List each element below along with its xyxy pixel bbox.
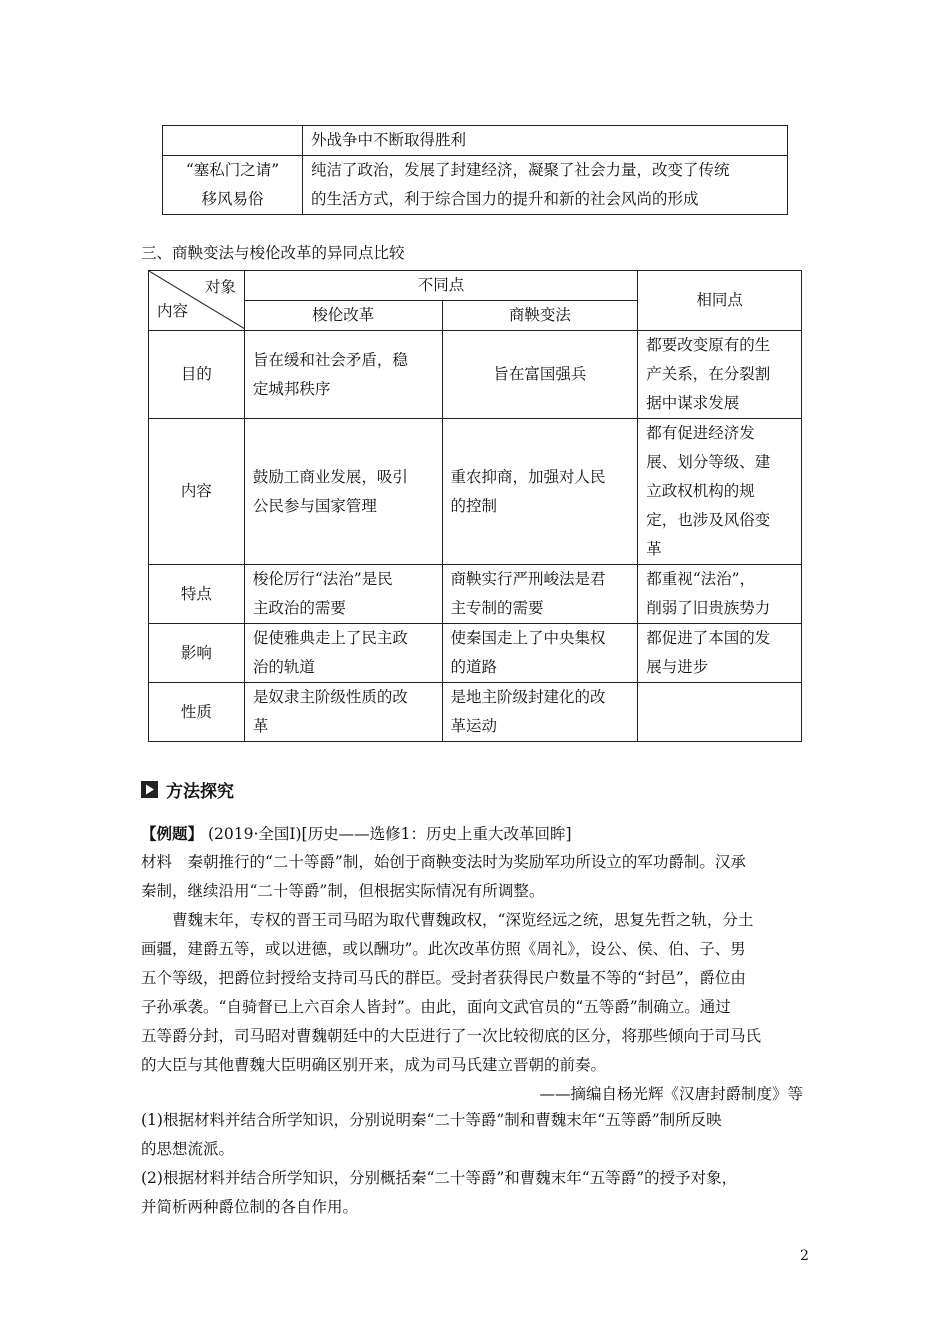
question-1	[141, 1106, 811, 1164]
cont-row1-col1	[163, 126, 303, 156]
solon-cell-line: 主政治的需要	[252, 599, 346, 617]
comparison-table	[148, 270, 802, 742]
comparison-row	[149, 683, 802, 742]
similarity-cell-line: 都重视“法治”，	[646, 570, 756, 588]
solon-cell-line: 鼓励工商业发展，吸引	[252, 467, 408, 486]
question-1-line: 的思想流派。	[141, 1140, 235, 1158]
solon-cell	[244, 419, 442, 565]
cont-row2-col1	[163, 156, 303, 215]
shang-yang-cell-line: 使秦国走上了中央集权	[450, 629, 606, 647]
similarity-cell-line: 产关系，在分裂割	[646, 365, 771, 383]
similarity-cell	[638, 624, 802, 683]
material-line: 画疆，建爵五等，或以进德，或以酬功”。此次改革仿照《周礼》，设公、侯、伯、子、男	[141, 940, 746, 958]
method-section-label: 方法探究	[166, 782, 234, 802]
solon-cell-line: 治的轨道	[252, 658, 315, 676]
material-text	[141, 848, 811, 1080]
solon-cell-line: 公民参与国家管理	[252, 496, 377, 515]
corner-label-content: 内容	[157, 302, 189, 320]
comparison-row	[149, 419, 802, 565]
material-line: 的大臣与其他曹魏大臣明确区别开来，成为司马氏建立晋朝的前奏。	[141, 1056, 607, 1074]
material-line: 五个等级，把爵位封授给支持司马氏的群臣。受封者获得民户数量不等的“封邑”，爵位由	[141, 969, 746, 987]
row-label: 影响	[149, 624, 245, 683]
row-label: 特点	[149, 565, 245, 624]
shang-yang-cell	[442, 331, 638, 419]
cont-row2-col1-line2: 移风易俗	[201, 190, 264, 208]
material-line: 材料 秦朝推行的“二十等爵”制，始创于商鞅变法时为奖励军功所设立的军功爵制。汉承	[141, 853, 746, 871]
similarity-cell-line: 都要改变原有的生	[646, 336, 771, 354]
cont-row2-col1-line1: “塞私门之请”	[185, 161, 280, 179]
similarity-cell	[638, 683, 802, 742]
header-shang-yang-reform: 商鞅变法	[442, 301, 638, 331]
similarity-cell-line: 都促进了本国的发	[646, 629, 771, 647]
solon-cell	[244, 331, 442, 419]
cont-row2-col2-line1: 纯洁了政治，发展了封建经济，凝聚了社会力量，改变了传统	[311, 161, 730, 179]
material-line: 秦制，继续沿用“二十等爵”制，但根据实际情况有所调整。	[141, 882, 545, 900]
shang-yang-cell-line: 的道路	[450, 658, 498, 676]
shang-yang-cell-line: 是地主阶级封建化的改	[450, 688, 606, 706]
play-triangle-icon	[141, 781, 158, 798]
similarity-cell	[638, 331, 802, 419]
comparison-row	[149, 331, 802, 419]
similarity-cell-line: 革	[646, 540, 662, 558]
row-label: 性质	[149, 683, 245, 742]
similarity-cell-line: 定，也涉及风俗变	[646, 511, 771, 529]
similarity-cell-line: 都有促进经济发	[646, 424, 755, 442]
shang-yang-cell-line: 商鞅实行严刑峻法是君	[450, 570, 606, 588]
shang-yang-cell	[442, 624, 638, 683]
shang-yang-cell-line: 的控制	[450, 496, 498, 515]
question-2	[141, 1164, 811, 1222]
shang-yang-cell-line: 旨在富国强兵	[493, 365, 587, 383]
shang-yang-cell	[442, 683, 638, 742]
similarity-cell-line: 立政权机构的规	[646, 482, 755, 500]
question-1-line: (1)根据材料并结合所学知识，分别说明秦“二十等爵”制和曹魏末年“五等爵”制所反映	[141, 1111, 722, 1129]
question-2-line: 并简析两种爵位制的各自作用。	[141, 1198, 359, 1216]
example-tag: 【例题】	[141, 825, 204, 843]
corner-header	[149, 271, 245, 331]
method-section-title	[141, 777, 234, 802]
similarity-cell	[638, 419, 802, 565]
similarity-cell-line: 展与进步	[646, 658, 709, 676]
solon-cell	[244, 624, 442, 683]
solon-cell-line: 促使雅典走上了民主政	[252, 629, 408, 647]
question-2-line: (2)根据材料并结合所学知识，分别概括秦“二十等爵”和曹魏末年“五等爵”的授予对象，	[141, 1169, 738, 1187]
shang-yang-cell-line: 重农抑商，加强对人民	[450, 467, 606, 486]
similarity-cell-line: 展、划分等级、建	[646, 453, 771, 471]
solon-cell-line: 旨在缓和社会矛盾，稳	[252, 350, 408, 369]
shang-yang-cell-line: 主专制的需要	[450, 599, 544, 617]
comparison-row	[149, 624, 802, 683]
row-label: 目的	[149, 331, 245, 419]
solon-cell	[244, 683, 442, 742]
solon-cell	[244, 565, 442, 624]
solon-cell-line: 革	[252, 717, 269, 735]
example-header	[141, 820, 811, 849]
shang-yang-cell-line: 革运动	[450, 717, 498, 735]
solon-cell-line: 梭伦厉行“法治”是民	[252, 570, 393, 588]
material-line: 曹魏末年，专权的晋王司马昭为取代曹魏政权，“深览经远之统，思复先哲之轨，分土	[141, 911, 754, 929]
header-similarities: 相同点	[638, 271, 802, 331]
header-differences: 不同点	[244, 271, 637, 301]
corner-label-object: 对象	[204, 278, 236, 296]
similarity-cell-line: 据中谋求发展	[646, 394, 740, 412]
page-number: 2	[800, 1248, 809, 1264]
cont-row2-col2-line2: 的生活方式，利于综合国力的提升和新的社会风尚的形成	[311, 190, 699, 208]
similarity-cell-line: 削弱了旧贵族势力	[646, 599, 771, 617]
shang-yang-cell	[442, 419, 638, 565]
continuation-table	[162, 125, 788, 215]
solon-cell-line: 定城邦秩序	[252, 379, 331, 398]
section3-heading: 三、商鞅变法与梭伦改革的异同点比较	[141, 244, 405, 262]
comparison-body	[149, 331, 802, 742]
row-label: 内容	[149, 419, 245, 565]
example-source: (2019·全国Ⅰ)[历史——选修1：历史上重大改革回眸]	[207, 825, 572, 843]
shang-yang-cell	[442, 565, 638, 624]
solon-cell-line: 是奴隶主阶级性质的改	[252, 688, 408, 706]
header-solon-reform: 梭伦改革	[244, 301, 442, 331]
similarity-cell	[638, 565, 802, 624]
cont-row1-col2: 外战争中不断取得胜利	[303, 126, 788, 156]
comparison-row	[149, 565, 802, 624]
cont-row2-col2	[303, 156, 788, 215]
material-line: 五等爵分封，司马昭对曹魏朝廷中的大臣进行了一次比较彻底的区分，将那些倾向于司马氏	[141, 1027, 762, 1045]
material-line: 子孙承袭。“自骑督已上六百余人皆封”。由此，面向文武官员的“五等爵”制确立。通过	[141, 998, 731, 1016]
citation: ——摘编自杨光辉《汉唐封爵制度》等	[539, 1085, 803, 1103]
